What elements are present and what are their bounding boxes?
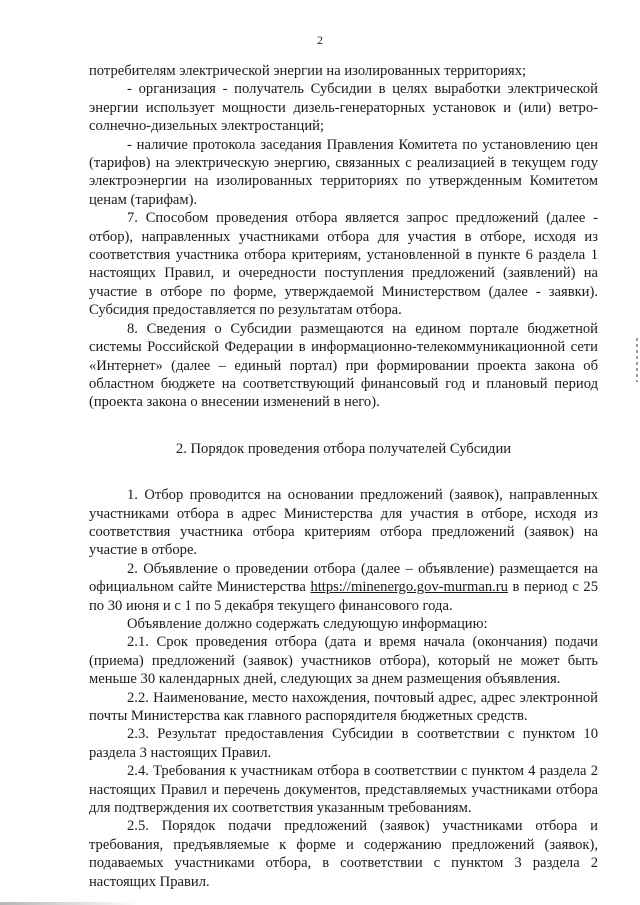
- list-item-2-2: 2.2. Наименование, место нахождения, почтовый адрес, адрес электронной почты Министерства как главного распорядителя бюджетных средств.: [89, 689, 598, 724]
- paragraph-text: 2. Объявление о проведении отбора (далее – объявление) размещается на официальном сайте Министерства: [89, 560, 598, 596]
- page-number: 2: [317, 33, 323, 47]
- list-item-2-3: 2.3. Результат предоставления Субсидии в соответствии с пунктом 10 раздела 3 настоящих Правил.: [89, 726, 598, 761]
- paragraph-item-8: 8. Сведения о Субсидии размещаются на едином портале бюджетной системы Российской Федерации в информационно-телекоммуникационной сети «Интернет» (далее – единый портал) при формировании проекта закона об областном бюджете на соответствующий финансовый год и плановый период (проекта закона о внесении изменений в него).: [89, 320, 598, 411]
- paragraph-dash-item: - наличие протокола заседания Правления Комитета по установлению цен (тарифов) на электрическую энергию, связанных с реализацией в текущем году электроэнергии на изолированных территориях по утвержденным Комитетом ценам (тарифам).: [89, 136, 598, 208]
- list-item-2-4: 2.4. Требования к участникам отбора в соответствии с пунктом 4 раздела 2 настоящих Правил и перечень документов, представляемых участниками отбора для подтверждения их соответствия указанным требованиям.: [89, 763, 598, 817]
- list-item-2-5: 2.5. Порядок подачи предложений (заявок) участниками отбора и требования, предъявляемые к форме и содержанию предложений (заявок), подаваемых участниками отбора, в соответствии с пунктом 3 раздела 2 настоящих Правил.: [89, 818, 598, 890]
- paragraph-continuation: потребителям электрической энергии на изолированных территориях;: [89, 63, 527, 79]
- scan-edge-mark: [636, 338, 638, 382]
- section-paragraph-1: 1. Отбор проводится на основании предложений (заявок), направленных участниками отбора в адрес Министерства для участия в отборе, исходя из соответствия участника отбора критериям отбора предложений (заявок) на участие в отборе.: [89, 487, 598, 559]
- ministry-website-link[interactable]: https://minenergo.gov-murman.ru: [310, 579, 508, 596]
- section-heading: 2. Порядок проведения отбора получателей Субсидии: [175, 440, 512, 457]
- paragraph-text: в период с 25 по 30 июня и с 1 по 5 декабря текущего финансового года.: [89, 579, 598, 614]
- paragraph-item-7: 7. Способом проведения отбора является запрос предложений (далее - отбор), направленных участниками отбора для участия в отборе, исходя из соответствия участника отбора критериям, установленной в пункте 6 раздела 1 настоящих Правил, и очередности поступления предложений (заявлений) на участие в отборе по форме, утверждаемой Министерством (далее - заявки). Субсидия предоставляется по результатам отбора.: [89, 210, 598, 319]
- section-paragraph-2: [89, 560, 598, 615]
- list-item-2-1: 2.1. Срок проведения отбора (дата и время начала (окончания) подачи (приема) предложений (заявок) участников отбора), который не может быть меньше 30 календарных дней, следующих за днем размещения объявления.: [89, 634, 598, 688]
- paragraph-dash-item: - организация - получатель Субсидии в целях выработки электрической энергии использует мощности дизель-генераторных установок и (или) ветро-солнечно-дизельных электростанций;: [89, 81, 598, 135]
- document-body: [89, 62, 598, 891]
- section-paragraph-3: Объявление должно содержать следующую информацию:: [127, 615, 488, 632]
